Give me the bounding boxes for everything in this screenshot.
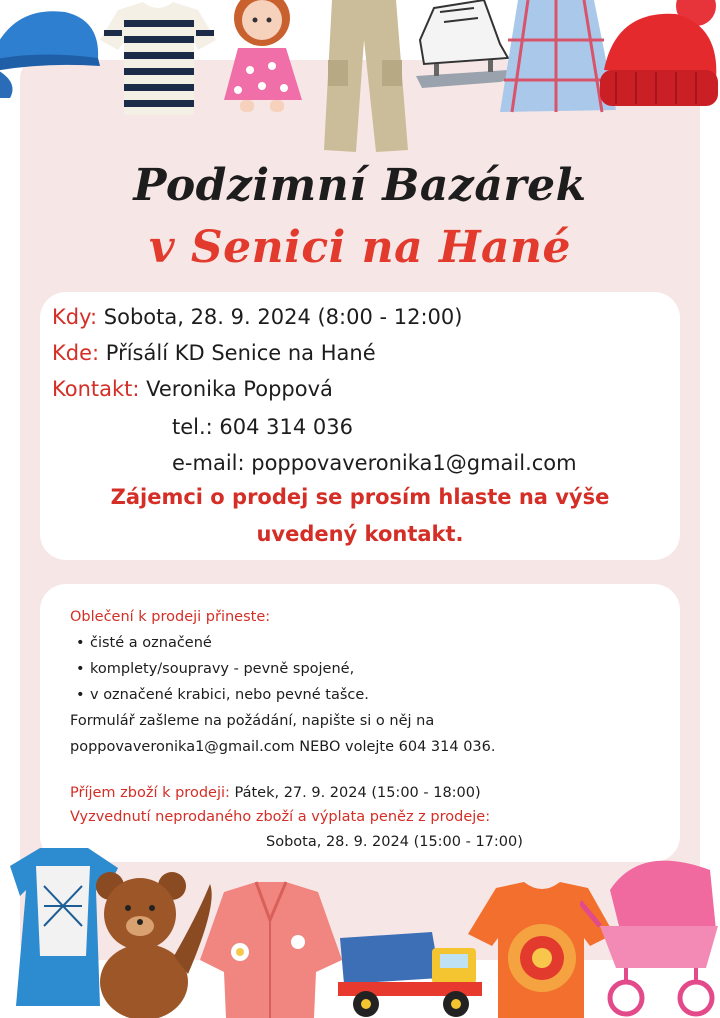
info-card (40, 292, 680, 560)
kdy-row (52, 305, 462, 329)
bullet-item: • čisté a označené (76, 635, 212, 651)
vyzvednuti-value: Sobota, 28. 9. 2024 (15:00 - 17:00) (266, 834, 523, 850)
pram-icon (580, 850, 720, 1018)
doll-icon (210, 0, 310, 115)
kontakt-name: Veronika Poppová (146, 377, 333, 401)
phone: tel.: 604 314 036 (172, 415, 354, 439)
bullet-item: • komplety/soupravy - pevně spojené, (76, 661, 354, 677)
pink-cardigan-icon (196, 880, 346, 1018)
striped-shirt-icon (98, 0, 220, 120)
cap-icon (0, 0, 110, 100)
kontakt-row (52, 377, 333, 401)
kdy-label: Kdy: (52, 305, 98, 329)
kdy-value: Sobota, 28. 9. 2024 (8:00 - 12:00) (103, 305, 463, 329)
bullet-item: • v označené krabici, nebo pevné tašce. (76, 687, 369, 703)
title-line-1: Podzimní Bazárek (133, 160, 587, 211)
title-line-2: v Senici na Hané (148, 222, 572, 273)
email: e-mail: poppovaveronika1@gmail.com (172, 451, 577, 475)
prijem-row (70, 785, 481, 801)
kde-value: Přísálí KD Senice na Hané (105, 341, 376, 365)
details-heading: Oblečení k prodeji přineste: (70, 609, 271, 625)
knit-hat-icon (596, 0, 720, 112)
kontakt-label: Kontakt: (52, 377, 140, 401)
toy-truck-icon (336, 928, 486, 1018)
pants-icon (304, 0, 414, 160)
kde-label: Kde: (52, 341, 100, 365)
form-line-2: poppovaveronika1@gmail.com NEBO volejte 604 314 036. (70, 739, 496, 755)
kde-row (52, 341, 376, 365)
seller-note-line-2: uvedený kontakt. (256, 522, 464, 546)
seller-note-line-1: Zájemci o prodej se prosím hlaste na výše (110, 485, 610, 509)
vyzvednuti-label: Vyzvednutí neprodaného zboží a výplata peněz z prodeje: (70, 809, 491, 825)
form-line-1: Formulář zašleme na požádání, napište si o něj na (70, 713, 435, 729)
prijem-value: Pátek, 27. 9. 2024 (15:00 - 18:00) (234, 785, 481, 801)
prijem-label: Příjem zboží k prodeji: (70, 785, 230, 801)
